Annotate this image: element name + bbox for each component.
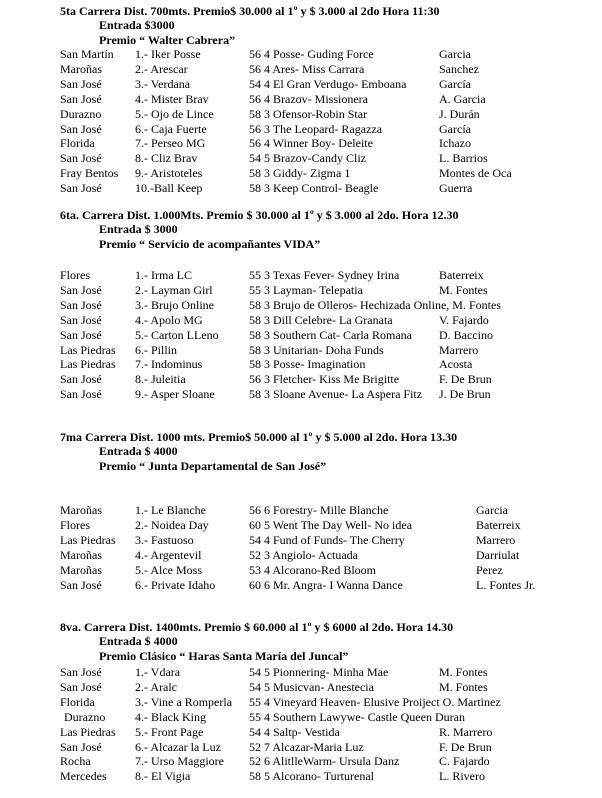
entry-horse: 5.- Ojo de Lince (135, 106, 214, 121)
entry-origin: Maroñas (60, 547, 102, 562)
entry-horse: 4.- Argentevil (135, 547, 202, 562)
entry-weight-age-pedigree: 55 3 Layman- Telepatia (249, 282, 363, 297)
entry-trainer: M. Fontes (439, 282, 488, 297)
entry-origin: San José (60, 739, 102, 754)
entry-row (0, 151, 602, 166)
entry-horse: 2.- Noidea Day (135, 517, 209, 532)
entry-origin: San José (60, 312, 102, 327)
entry-trainer: Garcia (439, 47, 471, 61)
entry-horse: 1.- Iker Posse (135, 47, 201, 61)
entry-origin: San José (60, 679, 102, 694)
entry-horse: 2.- Arescar (135, 61, 188, 76)
race-title: 7ma Carrera Dist. 1000 mts. Premio$ 50.000 al 1º y $ 5.000 al 2do. Hora 13.30 (60, 430, 458, 444)
entry-horse: 2.- Layman Girl (135, 282, 213, 297)
entry-horse: 1.- Irma LC (135, 268, 192, 282)
entry-row (0, 754, 602, 769)
entry-origin: Maroñas (60, 61, 102, 76)
entry-trainer: Perez (476, 562, 503, 577)
entry-origin: Las Piedras (60, 357, 116, 372)
race-prize-name: Premio Clásico “ Haras Santa María del Juncal” (99, 649, 349, 663)
entry-trainer: Marrero (476, 532, 516, 547)
race-title: 8va. Carrera Dist. 1400mts. Premio $ 60.000 al 1º y $ 6000 al 2do. Hora 14.30 (60, 620, 454, 634)
entry-horse: 10.-Ball Keep (135, 181, 203, 196)
entry-weight-age-pedigree: 52 6 AlitlleWarm- Ursula Danz (249, 754, 400, 769)
entry-weight-age-pedigree: 55 4 Southern Lawywe- Castle Queen Duran (249, 709, 465, 724)
entry-weight-age-pedigree: 54 5 Pionnering- Minha Mae (249, 665, 389, 679)
entry-trainer: M. Fontes (439, 679, 488, 694)
entry-weight-age-pedigree: 52 3 Angiolo- Actuada (249, 547, 358, 562)
race-prize-name: Premio “ Junta Departamental de San José” (99, 459, 327, 473)
entry-row (0, 680, 602, 695)
race-title: 6ta. Carrera Dist. 1.000Mts. Premio $ 30.000 al 1º y $ 3.000 al 2do. Hora 12.30 (60, 208, 459, 222)
entry-origin: Fray Bentos (60, 166, 119, 181)
entry-weight-age-pedigree: 53 4 Alcorano-Red Bloom (249, 562, 376, 577)
entry-row (0, 136, 602, 151)
entry-weight-age-pedigree: 60 5 Went The Day Well- No idea (249, 517, 413, 532)
race-entry-fee: Entrada $3000 (99, 18, 175, 32)
entry-horse: 5.- Front Page (135, 724, 204, 739)
entry-row (0, 518, 602, 533)
entry-weight-age-pedigree: 56 4 Posse- Guding Force (249, 47, 374, 61)
entry-row (0, 695, 602, 710)
entry-origin: San José (60, 297, 102, 312)
entry-trainer: M. Fontes (439, 665, 488, 679)
entry-weight-age-pedigree: 56 3 The Leopard- Ragazza (249, 121, 383, 136)
entry-row (0, 387, 602, 402)
entry-weight-age-pedigree: 58 3 Ofensor-Robin Star (249, 106, 368, 121)
entry-row (0, 725, 602, 740)
entry-row (0, 769, 602, 784)
entry-weight-age-pedigree: 58 3 Dill Celebre- La Granata (249, 312, 393, 327)
entry-row (0, 503, 602, 518)
entry-weight-age-pedigree: 56 4 Brazov- Missionera (249, 91, 368, 106)
entry-row (0, 298, 602, 313)
entry-weight-age-pedigree: 58 3 Unitarian- Doha Funds (249, 342, 384, 357)
entry-origin: San José (60, 151, 102, 166)
entry-row (0, 283, 602, 298)
entry-trainer: F. De Brun (439, 739, 492, 754)
entry-horse: 6.- Private Idaho (135, 577, 216, 592)
race-title: 5ta Carrera Dist. 700mts. Premio$ 30.000 al 1º y $ 3.000 al 2do Hora 11:30 (60, 4, 440, 18)
entry-origin: San José (60, 327, 102, 342)
entry-row (0, 533, 602, 548)
entry-horse: 3.- Verdana (135, 76, 191, 91)
entry-horse: 5.- Alce Moss (135, 562, 202, 577)
entry-origin: San José (60, 387, 102, 402)
entry-row (0, 548, 602, 563)
entry-horse: 5.- Carton LLeno (135, 327, 219, 342)
entry-trainer: J. Durán (439, 106, 480, 121)
entry-weight-age-pedigree: 55 4 Vineyard Heaven- Elusive Proiject O. Martinez (249, 694, 501, 709)
entry-trainer: L. Barrios (439, 151, 488, 166)
entry-trainer: Ichazo (439, 136, 471, 151)
entry-row (0, 578, 602, 593)
entry-horse: 7.- Indominus (135, 357, 203, 372)
entry-trainer: Baterreix (439, 268, 484, 282)
entry-horse: 3.- Brujo Online (135, 297, 214, 312)
entry-row (0, 328, 602, 343)
race-prize-name: Premio “ Walter Cabrera” (99, 33, 236, 47)
entry-trainer: Baterreix (476, 517, 521, 532)
entry-row (0, 665, 602, 680)
entry-trainer: García (439, 121, 471, 136)
entry-row (0, 268, 602, 283)
entry-trainer: Sanchez (439, 61, 479, 76)
entry-trainer: L. Rivero (439, 769, 485, 784)
entry-horse: 8.- Cliz Brav (135, 151, 198, 166)
entry-trainer: Guerra (439, 181, 473, 196)
entry-horse: 2.- Aralc (135, 679, 177, 694)
entry-origin: Las Piedras (60, 342, 116, 357)
entry-horse: 8.- El Vigia (135, 769, 191, 784)
entry-trainer: Darriulat (476, 547, 520, 562)
entry-origin: Maroñas (60, 503, 102, 517)
entry-row (0, 343, 602, 358)
entry-row (0, 107, 602, 122)
entry-weight-age-pedigree: 54 5 Brazov-Candy Cliz (249, 151, 366, 166)
entry-horse: 4.- Black King (135, 709, 206, 724)
entry-horse: 4.- Mister Brav (135, 91, 209, 106)
entry-origin: Florida (60, 694, 95, 709)
entry-origin: Florida (60, 136, 95, 151)
entry-trainer: C. Fajardo (439, 754, 490, 769)
entry-weight-age-pedigree: 55 3 Texas Fever- Sydney Irina (249, 268, 400, 282)
entry-weight-age-pedigree: 54 4 Fund of Funds- The Cherry (249, 532, 405, 547)
entry-weight-age-pedigree: 56 4 Winner Boy- Deleite (249, 136, 373, 151)
entry-origin: Flores (60, 268, 90, 282)
entry-weight-age-pedigree: 58 3 Keep Control- Beagle (249, 181, 379, 196)
entry-horse: 1.- Vdara (135, 665, 181, 679)
entry-trainer: Montes de Oca (439, 166, 512, 181)
entry-origin: San José (60, 181, 102, 196)
entry-weight-age-pedigree: 58 3 Sloane Avenue- La Aspera Fitz (249, 387, 423, 402)
entry-trainer: L. Fontes Jr. (476, 577, 536, 592)
entry-origin: Rocha (60, 754, 91, 769)
entry-row (0, 740, 602, 755)
entry-weight-age-pedigree: 58 3 Southern Cat- Carla Romana (249, 327, 412, 342)
entry-row (0, 62, 602, 77)
entry-weight-age-pedigree: 56 6 Forestry- Mille Blanche (249, 503, 389, 517)
entry-weight-age-pedigree: 54 4 Saltp- Vestida (249, 724, 340, 739)
entry-origin: Flores (60, 517, 90, 532)
entry-horse: 7.- Perseo MG (135, 136, 206, 151)
race-entry-fee: Entrada $ 4000 (99, 444, 178, 458)
entry-horse: 3.- Vine a Romperla (135, 694, 233, 709)
entry-row (0, 710, 602, 725)
entry-row (0, 357, 602, 372)
entry-horse: 7.- Urso Maggiore (135, 754, 224, 769)
entry-row (0, 77, 602, 92)
entry-weight-age-pedigree: 54 5 Musicvan- Anestecia (249, 679, 374, 694)
entry-horse: 6.- Caja Fuerte (135, 121, 207, 136)
entry-origin: San José (60, 282, 102, 297)
entry-weight-age-pedigree: 58 3 Brujo de Olleros- Hechizada Online, M. Fontes (249, 297, 501, 312)
entry-trainer: Marrero (439, 342, 479, 357)
entry-horse: 4.- Apolo MG (135, 312, 203, 327)
entry-weight-age-pedigree: 56 4 Ares- Miss Carrara (249, 61, 365, 76)
entry-weight-age-pedigree: 58 3 Posse- Imagination (249, 357, 366, 372)
entry-horse: 8.- Juleitia (135, 372, 186, 387)
entry-weight-age-pedigree: 52 7 Alcazar-Maria Luz (249, 739, 364, 754)
entry-origin: San José (60, 76, 102, 91)
entry-origin: San José (60, 577, 102, 592)
entry-row (0, 313, 602, 328)
entry-trainer: F. De Brun (439, 372, 492, 387)
entry-trainer: R. Marrero (439, 724, 493, 739)
race-entry-fee: Entrada $ 4000 (99, 634, 178, 648)
entry-horse: 3.- Fastuoso (135, 532, 194, 547)
entry-origin: San José (60, 91, 102, 106)
entry-horse: 9.- Aristoteles (135, 166, 203, 181)
entry-trainer: D. Baccino (439, 327, 493, 342)
entry-trainer: Garcia (476, 503, 508, 517)
race-entry-fee: Entrada $ 3000 (99, 222, 178, 236)
race-prize-name: Premio “ Servicio de acompañantes VIDA” (99, 237, 321, 251)
entry-origin: San José (60, 372, 102, 387)
entry-weight-age-pedigree: 54 4 El Gran Verdugo- Emboana (249, 76, 407, 91)
entry-row (0, 563, 602, 578)
entry-trainer: García (439, 76, 471, 91)
entry-horse: 1.- Le Blanche (135, 503, 206, 517)
entry-trainer: Acosta (439, 357, 473, 372)
entry-row (0, 181, 602, 196)
entry-origin: Durazno (64, 709, 106, 724)
entry-weight-age-pedigree: 60 6 Mr. Angra- I Wanna Dance (249, 577, 403, 592)
entry-origin: San Martín (60, 47, 114, 61)
entry-origin: San José (60, 665, 102, 679)
entry-origin: Durazno (60, 106, 102, 121)
entry-trainer: V. Fajardo (439, 312, 489, 327)
entry-origin: San José (60, 121, 102, 136)
entry-row (0, 47, 602, 62)
entry-origin: Maroñas (60, 562, 102, 577)
entry-weight-age-pedigree: 58 3 Giddy- Zigma 1 (249, 166, 351, 181)
entry-horse: 9.- Asper Sloane (135, 387, 215, 402)
entry-row (0, 122, 602, 137)
entry-origin: Mercedes (60, 769, 107, 784)
entry-weight-age-pedigree: 58 5 Alcorano- Turturenal (249, 769, 374, 784)
entry-row (0, 372, 602, 387)
entry-row (0, 92, 602, 107)
entry-horse: 6.- Pillin (135, 342, 178, 357)
entry-weight-age-pedigree: 56 3 Fletcher- Kiss Me Brigitte (249, 372, 400, 387)
entry-trainer: A. Garcia (439, 91, 486, 106)
entry-row (0, 166, 602, 181)
entry-horse: 6.- Alcazar la Luz (135, 739, 221, 754)
entry-trainer: J. De Brun (439, 387, 491, 402)
entry-origin: Las Piedras (60, 724, 116, 739)
entry-origin: Las Piedras (60, 532, 116, 547)
